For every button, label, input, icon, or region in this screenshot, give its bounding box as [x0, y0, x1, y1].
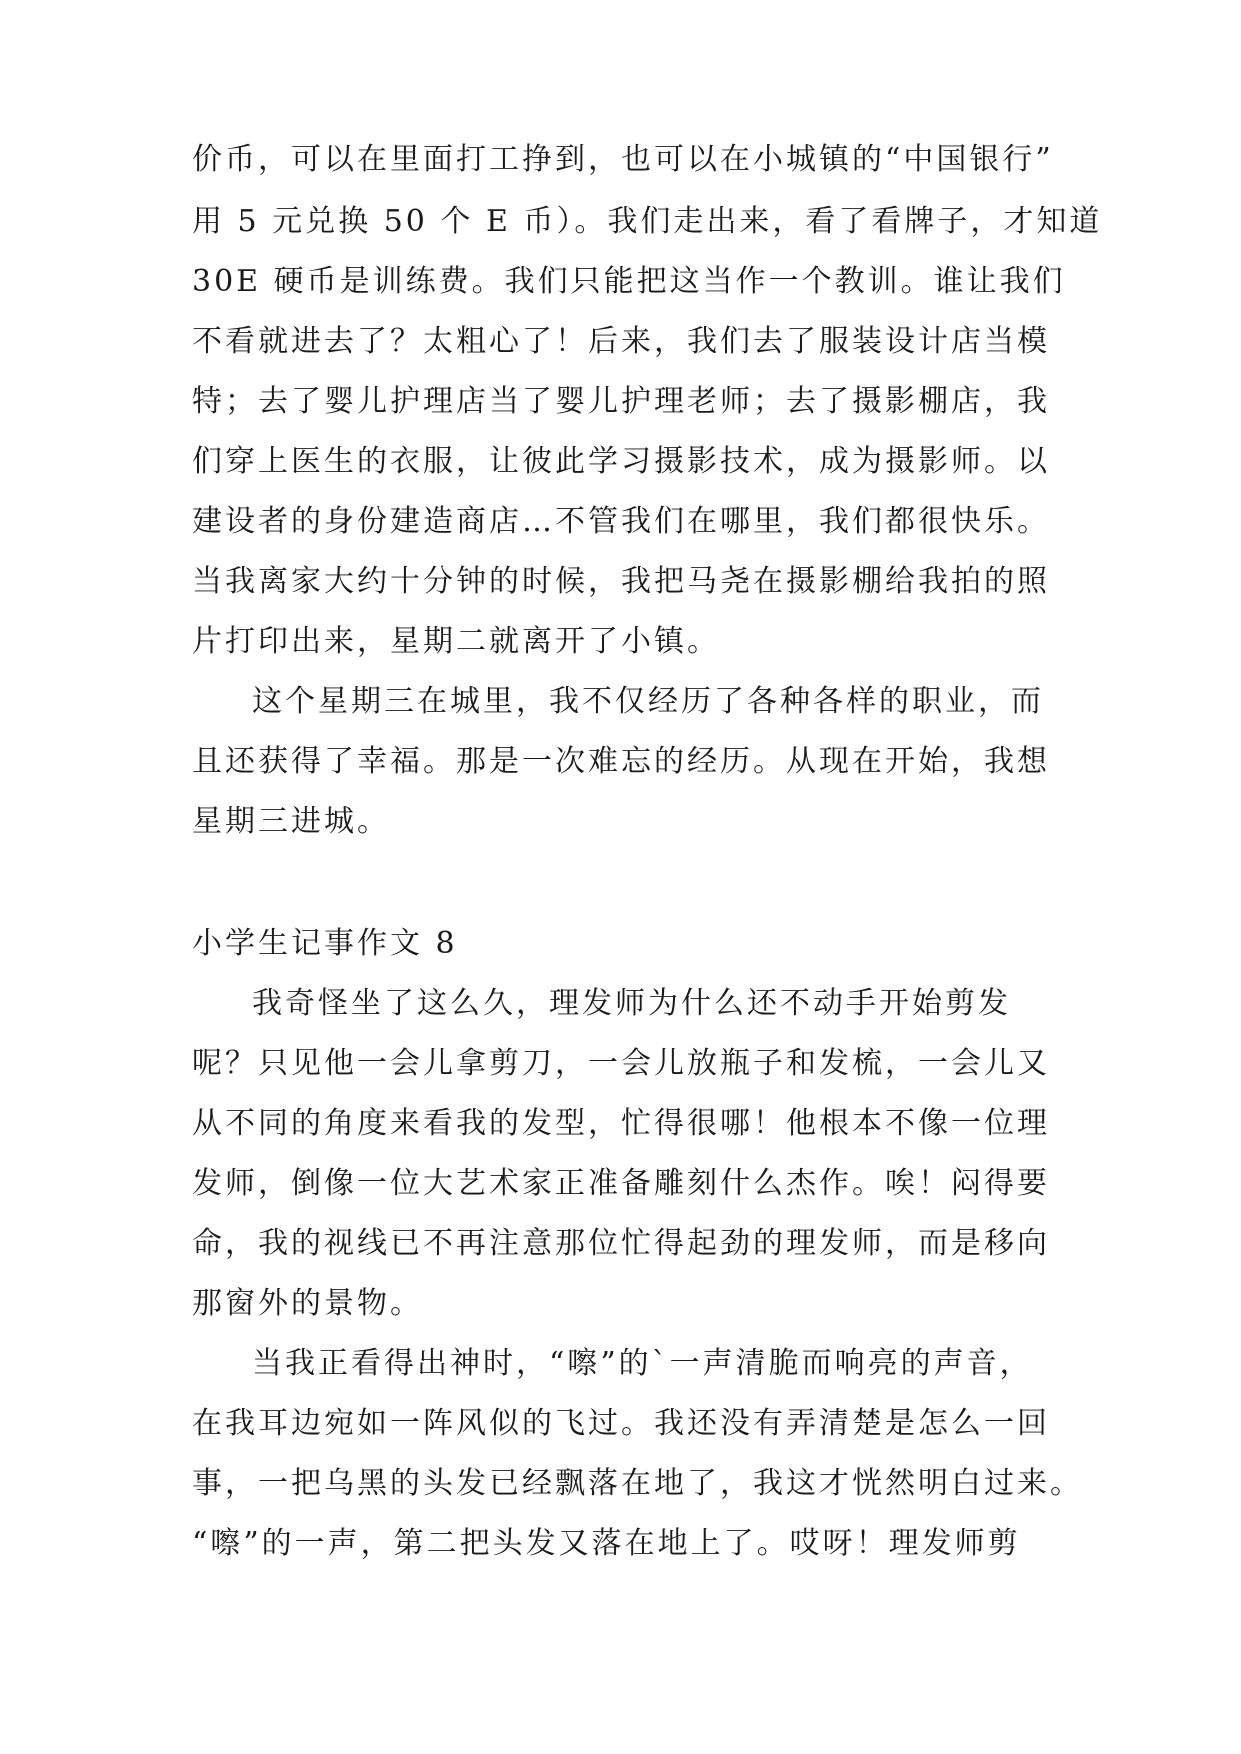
paragraph-line: 星期三进城。 [192, 804, 390, 839]
paragraph-line: 当我正看得出神时，“嚓”的`一声清脆而响亮的声音， [252, 1346, 1033, 1381]
paragraph-line: 片打印出来，星期二就离开了小镇。 [192, 624, 720, 659]
paragraph-line: 30E 硬币是训练费。我们只能把这当作一个教训。谁让我们 [192, 264, 1066, 299]
paragraph-line: 呢？只见他一会儿拿剪刀，一会儿放瓶子和发梳，一会儿又 [192, 1046, 1050, 1081]
paragraph-line: 当我离家大约十分钟的时候，我把马尧在摄影棚给我拍的照 [192, 564, 1050, 599]
paragraph-line: 不看就进去了？太粗心了！后来，我们去了服装设计店当模 [192, 324, 1050, 359]
paragraph-line: 在我耳边宛如一阵风似的飞过。我还没有弄清楚是怎么一回 [192, 1406, 1050, 1441]
paragraph-line: 事，一把乌黑的头发已经飘落在地了，我这才恍然明白过来。 [192, 1466, 1083, 1501]
paragraph-line: 且还获得了幸福。那是一次难忘的经历。从现在开始，我想 [192, 744, 1050, 779]
paragraph-line: 建设者的身份建造商店…不管我们在哪里，我们都很快乐。 [192, 504, 1050, 539]
paragraph-line: 特；去了婴儿护理店当了婴儿护理老师；去了摄影棚店，我 [192, 384, 1050, 419]
paragraph-line: 发师，倒像一位大艺术家正准备雕刻什么杰作。唉！闷得要 [192, 1166, 1050, 1201]
paragraph-line: 们穿上医生的衣服，让彼此学习摄影技术，成为摄影师。以 [192, 444, 1050, 479]
paragraph-line: “嚓”的一声，第二把头发又落在地上了。哎呀！理发师剪 [192, 1526, 1021, 1561]
paragraph-line: 命，我的视线已不再注意那位忙得起劲的理发师，而是移向 [192, 1226, 1050, 1261]
paragraph-line: 价币，可以在里面打工挣到，也可以在小城镇的“中国银行” [192, 142, 1054, 177]
paragraph-line: 那窗外的景物。 [192, 1286, 423, 1321]
paragraph-line: 从不同的角度来看我的发型，忙得很哪！他根本不像一位理 [192, 1106, 1050, 1141]
paragraph-line: 这个星期三在城里，我不仅经历了各种各样的职业，而 [252, 684, 1044, 719]
section-heading: 小学生记事作文 8 [192, 926, 458, 961]
paragraph-line: 用 5 元兑换 50 个 E 币）。我们走出来，看了看牌子，才知道 [192, 204, 1103, 239]
paragraph-line: 我奇怪坐了这么久，理发师为什么还不动手开始剪发 [252, 986, 1011, 1021]
